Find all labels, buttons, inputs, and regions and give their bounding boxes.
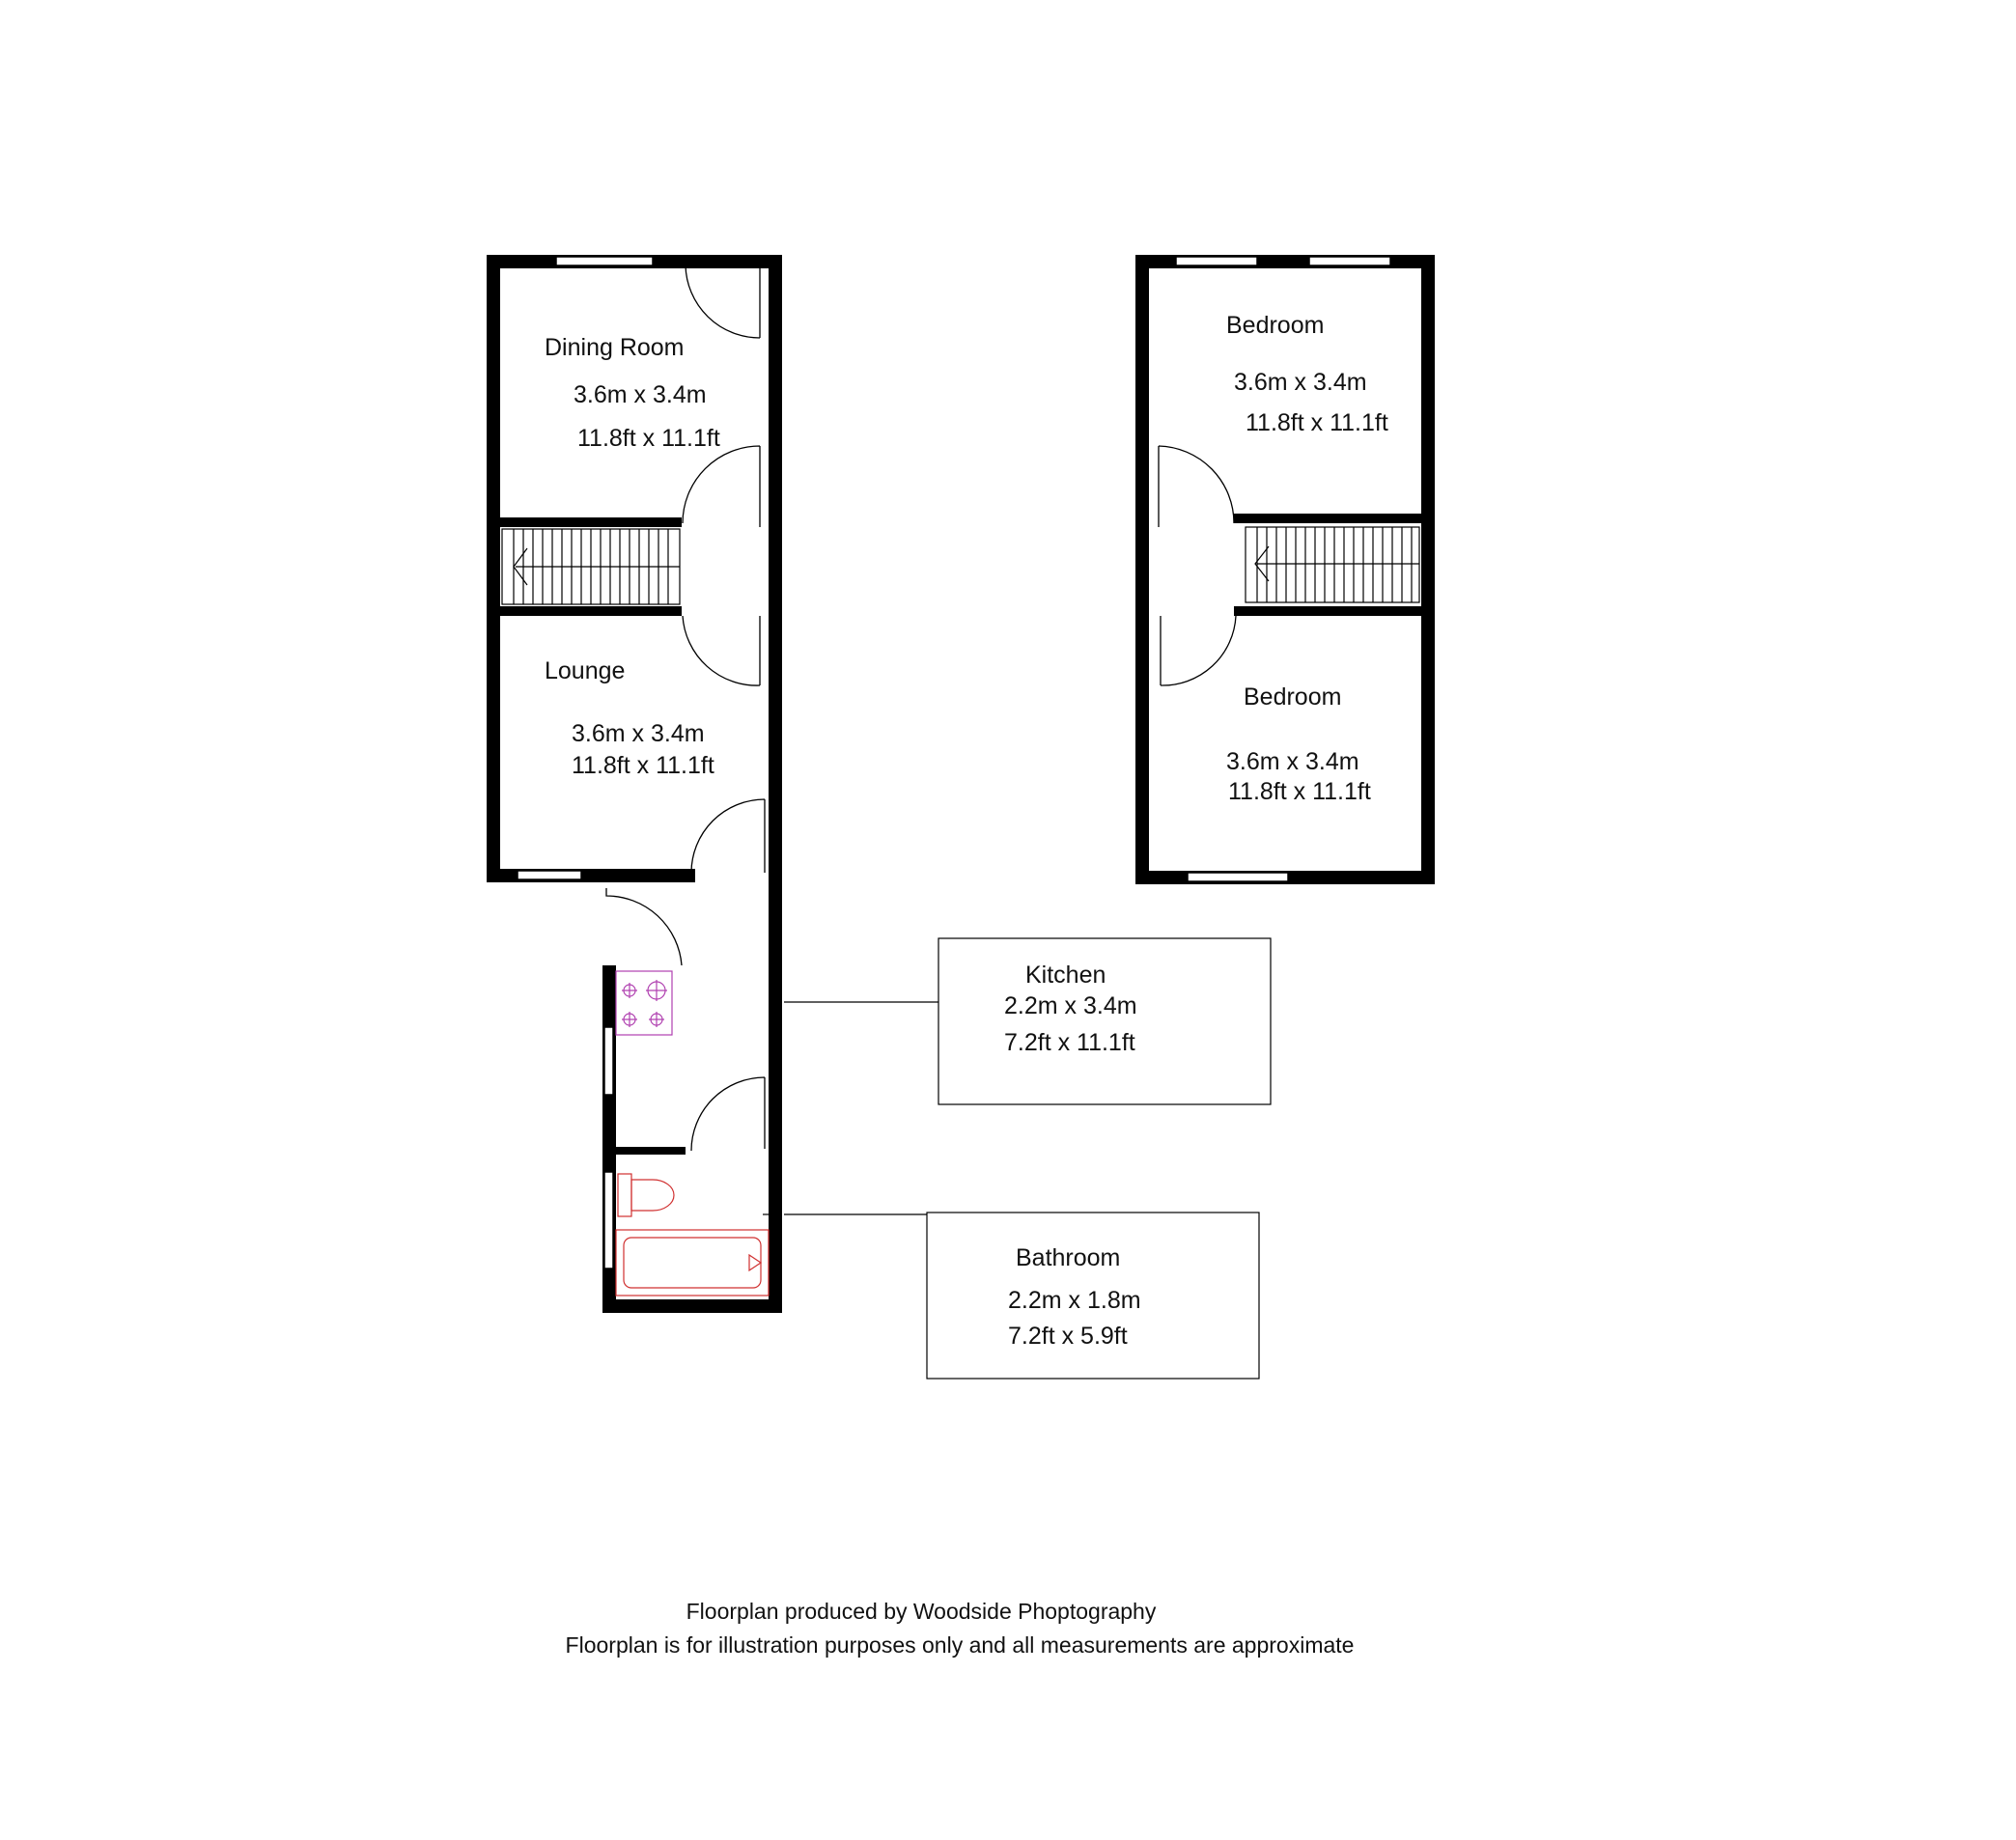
stair-direction-arrow-first-icon: [1255, 546, 1419, 581]
bedroom-1-size-m: 3.6m x 3.4m: [1234, 369, 1367, 396]
toilet-icon: [618, 1174, 674, 1216]
lounge-label: Lounge: [545, 657, 626, 684]
bedroom-2-size-m: 3.6m x 3.4m: [1226, 748, 1359, 775]
kitchen-size-m: 2.2m x 3.4m: [1004, 992, 1137, 1019]
wall-first-right: [1421, 255, 1435, 884]
dining-room-label: Dining Room: [545, 334, 685, 361]
footer-disclaimer: Floorplan is for illustration purposes only and all measurements are approximate: [565, 1632, 1355, 1658]
door-rear: [606, 888, 682, 965]
bathroom-size-m: 2.2m x 1.8m: [1008, 1287, 1141, 1314]
wall-ground-right: [769, 255, 782, 1311]
staircase-ground: [502, 529, 680, 604]
bedroom-2-label: Bedroom: [1244, 683, 1342, 711]
door-bathroom: [691, 1077, 765, 1151]
door-front: [686, 265, 760, 338]
wall-ground-left: [487, 255, 500, 880]
wall-landing-bottom: [1234, 606, 1425, 616]
bedroom-1-size-ft: 11.8ft x 11.1ft: [1246, 409, 1388, 436]
window-bedroom-1-left: [1176, 257, 1257, 265]
footer-credit: Floorplan produced by Woodside Phoptography: [686, 1599, 1157, 1624]
bathroom-size-ft: 7.2ft x 5.9ft: [1008, 1323, 1128, 1350]
window-dining-room: [556, 257, 653, 265]
hob-icon: [616, 971, 672, 1035]
door-lounge: [683, 616, 760, 685]
wall-stair-top: [487, 517, 682, 527]
staircase-first-outline: [1246, 527, 1419, 602]
lounge-size-m: 3.6m x 3.4m: [572, 720, 705, 747]
window-bedroom-2: [1188, 873, 1288, 881]
door-bedroom-1: [1159, 446, 1234, 527]
bath-icon: [616, 1230, 769, 1296]
bathroom-label: Bathroom: [1016, 1244, 1121, 1271]
wall-stair-bottom: [487, 606, 682, 616]
wall-first-left: [1135, 255, 1149, 884]
lounge-size-ft: 11.8ft x 11.1ft: [572, 752, 714, 779]
window-lounge: [518, 871, 581, 879]
wall-bathroom-divide: [614, 1147, 686, 1155]
ground-floor-plan: [487, 255, 1271, 1379]
kitchen-label: Kitchen: [1025, 962, 1106, 989]
window-bedroom-1-right: [1309, 257, 1390, 265]
stair-treads-first: [1257, 527, 1412, 602]
staircase-first: [1246, 527, 1419, 602]
wall-bathroom-bottom: [602, 1299, 782, 1313]
wall-landing-top: [1234, 514, 1425, 523]
door-dining-room: [683, 446, 760, 527]
dining-room-size-ft: 11.8ft x 11.1ft: [577, 425, 720, 452]
door-bedroom-2: [1161, 616, 1236, 685]
bedroom-2-size-ft: 11.8ft x 11.1ft: [1228, 778, 1371, 805]
window-bathroom: [604, 1172, 613, 1268]
door-kitchen: [691, 799, 765, 873]
first-floor-plan: [1135, 255, 1435, 884]
window-kitchen: [604, 1027, 613, 1095]
bedroom-1-label: Bedroom: [1226, 312, 1325, 339]
kitchen-size-ft: 7.2ft x 11.1ft: [1004, 1029, 1135, 1056]
stair-direction-arrow-icon: [514, 548, 680, 585]
dining-room-size-m: 3.6m x 3.4m: [574, 381, 707, 408]
